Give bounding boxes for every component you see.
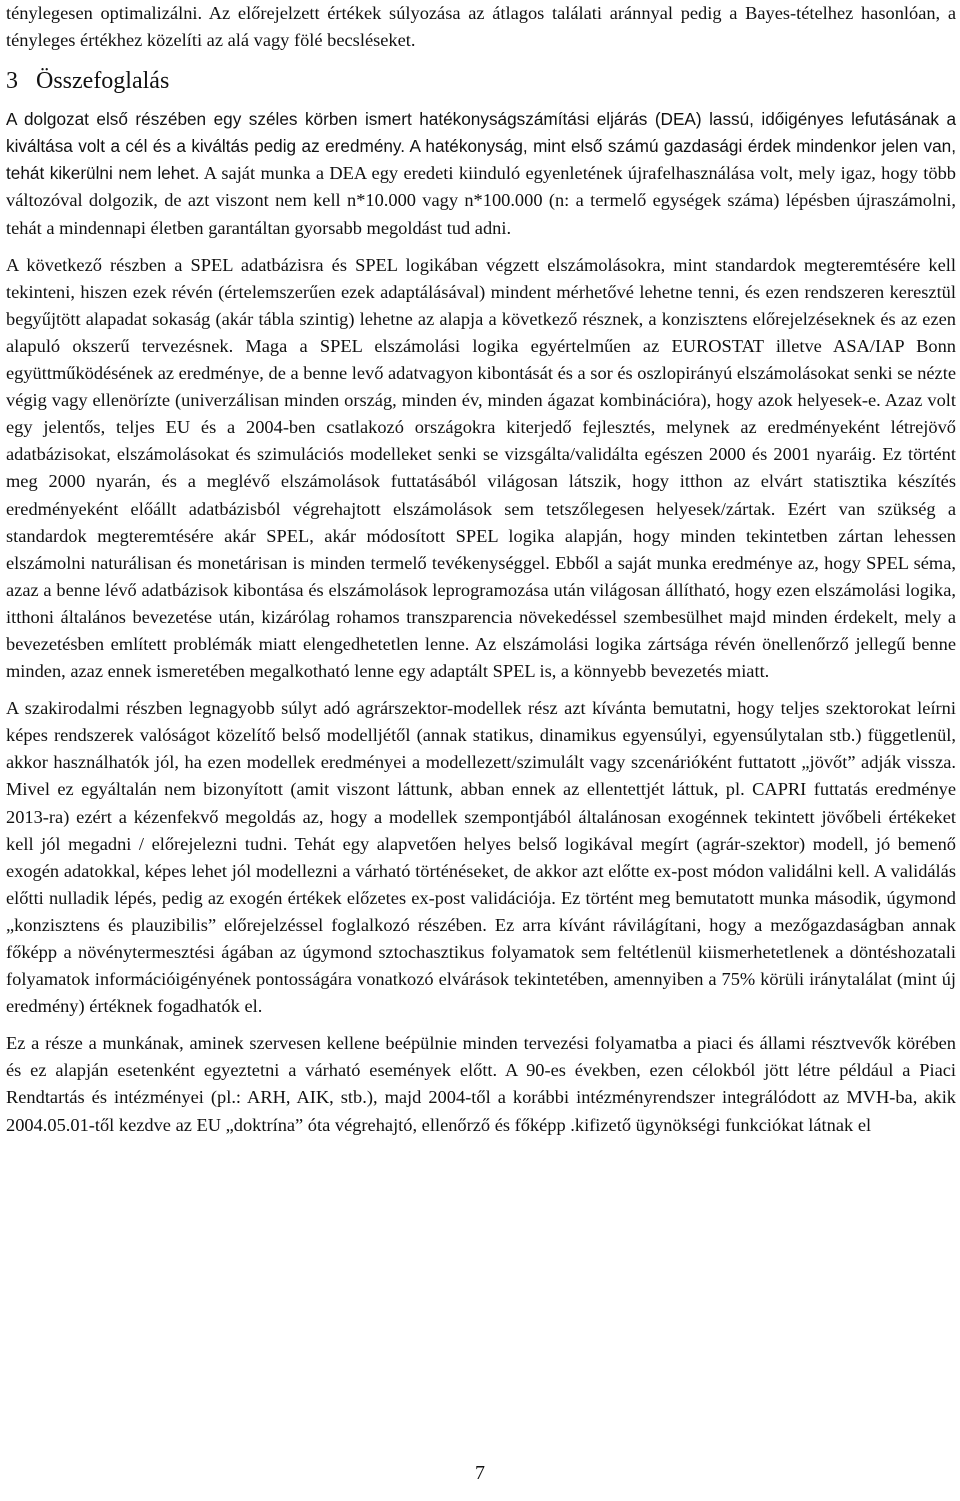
intro-paragraph: ténylegesen optimalizálni. Az előrejelzett értékek súlyozása az átlagos találati aránnyal pedig a Bayes-tételhez hasonlóan, a tényleges értékhez közelíti az alá vagy fölé becsléseket. <box>6 3 956 51</box>
paragraph-3: A szakirodalmi részben legnagyobb súlyt adó agrárszektor-modellek rész azt kívánta bemutatni, hogy teljes szektorokat leírni képes rendszerek valóságot közelítő belső modelljétől (annak statikus, dinamikus egyensúlyi, egyensúlytalan stb.) függetlenül, akkor használhatók jól, ha ezen modellek eredményei a modellezett/szimulált vagy szcenárióként futtatott „jövőt” adják vissza. Mivel ez egyáltalán nem bizonyított (amit viszont láttunk, abban ennek az ellentettjét láttuk, pl. CAPRI futtatás eredménye 2013-ra) ezért a kézenfekvő megoldás az, hogy a modellek szempontjából általánosan exogénnek tekintett jövőbeli értékeket kell jól megadni / előrejelezni tudni. Tehát egy alapvetően helyes belső logikával megírt (agrár-szektor) modell, jó bemenő exogén adatokkal, képes lehet jól modellezni a várható történéseket, de akkor azt előtte ex-post módon validálni kell. A validálás előtti nulladik lépés, pedig az exogén értékek előzetes ex-post validációja. Ez történt meg bemutatott munka második, úgymond „konzisztens és plauzibilis” előrejelzéssel foglalkozó részében. Ez arra kívánt rávilágítani, hogy a mezőgazdaságban annak főképp a növénytermesztési ágában az úgymond sztochasztikus folyamatok sem feltétlenül kiismerhetetlenek a döntéshozatali folyamatok információigényének pontosságára vonatkozó elvárások tekintetében, amennyiben a 75% körüli iránytalálat (mint új eredmény) értéknek fogadhatók el. <box>6 698 956 1017</box>
document-page <box>6 0 956 1139</box>
paragraph-1-serif-part: A saját munka a DEA egy eredeti kiinduló egyenletének újrafelhasználása volt, mely igaz, hogy több változóval dolgozik, de azt viszont nem kell n*10.000 vagy n*100.000 (n: a termelő egységek száma) lépésben újraszámolni, tehát a mindennapi életben garantáltan gyorsabb megoldást tud adni. <box>6 163 957 238</box>
paragraph-1-sans-part: A dolgozat első részében egy széles körben ismert hatékonyságszámítási eljárás (DEA) lassú, időigényes lefutásának a kiváltása volt a cél és a kiváltás pedig az eredmény. A hatékonyság, mint első számú gazdasági érdek mindenkor jelen van, tehát kikerülni nem lehet. <box>6 109 956 184</box>
section-number: 3 <box>6 68 18 95</box>
page-number: 7 <box>475 1462 485 1484</box>
paragraph-4: Ez a része a munkának, aminek szervesen kellene beépülnie minden tervezési folyamatba a piaci és állami résztvevők körében és ez alapján esetenként egyeztetni a várható események előtt. A 90-es években, ezen célokból jött létre például a Piaci Rendtartás és intézményei (pl.: ARH, AIK, stb.), majd 2004-től a korábbi intézményrendszer integrálódott az MVH-ba, akik 2004.05.01-től kezdve az EU „doktrína” óta végrehajtó, ellenőrző és főképp .kifizető ügynökségi funkciókat látnak el <box>6 1033 956 1135</box>
section-title: Összefoglalás <box>36 68 170 95</box>
paragraph-1 <box>6 106 956 241</box>
section-heading <box>6 64 956 98</box>
paragraph-2: A következő részben a SPEL adatbázisra és SPEL logikában végzett elszámolásokra, mint standardok megteremtésére kell tekinteni, hiszen ezek révén (értelemszerűen ezek adaptálásával) mindent mérhetővé lehetne tenni, és ezen rendszeren keresztül begyűjtött alapadat sokaság (akár tábla szintig) lehetne az alapja a következő résznek, a konzisztens előrejelzéseknek és az ezen alapuló okszerű tervezésnek. Maga a SPEL elszámolási logika egyértelműen az EUROSTAT illetve ASA/IAP Bonn együttműködésének az eredménye, de a benne levő adatvagyon kibontását és a sor és oszlopirányú elszámolásokat senki se nézte végig vagy ellenörízte (univerzálisan minden ország, minden év, minden ágazat kombinációra), hogy azok helyesek-e. Azaz volt egy jelentős, teljes EU és a 2004-ben csatlakozó országokra kiterjedő fejlesztés, melynek az eredményeként létrejövő adatbázisokat, elszámolásokat és szimulációs modelleket senki se vizsgálta/validálta egészen 2000 és 2001 nyaráig. Ez történt meg 2000 nyarán, és a meglévő elszámolások futtatásából világosan látszik, hogy itthon az elvárt statisztika készítés eredményeként előállt adatbázisból végrehajtott elszámolások sem tetszőlegesen helyesek/zártak. Ezért van szükség a standardok megteremtésére akár SPEL, akár módosított SPEL logika alapján, hogy minden tekintetben zártan lehessen elszámolni naturálisan és monetárisan is minden termelő tevékenységgel. Ebből a saját munka eredménye az, hogy SPEL séma, azaz a benne lévő adatbázisok kibontása és elszámolások leprogramozása után világosan állítható, hogy ezen elszámolási logika, itthoni általános bevezetése után, kizárólag rohamos transzparencia növekedéssel szembesülhet majd minden érdekelt, mely a bevezetésben említett problémák miatt elengedhetetlen lenne. Az elszámolási logika zártsága révén önellenőrző jellegű benne minden, azaz ennek ismeretében megalkotható lenne egy adaptált SPEL is, a könnyebb bevezetés miatt. <box>6 254 956 682</box>
